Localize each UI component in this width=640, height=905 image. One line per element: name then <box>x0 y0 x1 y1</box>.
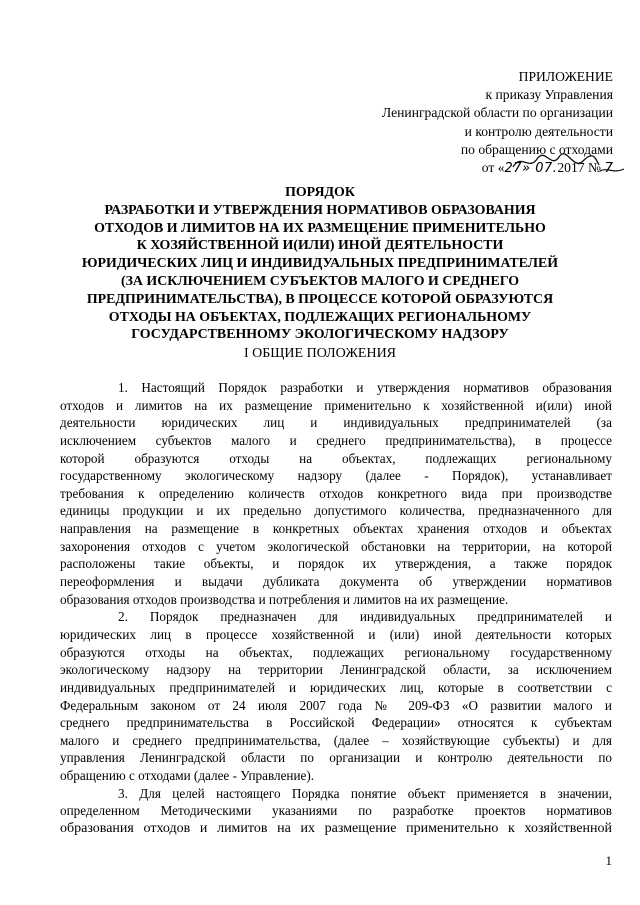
body-line: расположены такие объекты, и порядок их утверждения, а также порядок <box>60 556 612 572</box>
body-line: юридических лиц в процессе хозяйственной и (или) иной деятельности которых <box>60 626 612 642</box>
body-line: 2. Порядок предназначен для индивидуальных предпринимателей и <box>118 609 612 625</box>
title-line: ГОСУДАРСТВЕННОМУ ЭКОЛОГИЧЕСКОМУ НАДЗОРУ <box>131 327 509 343</box>
body-line: обращению с отходами (далее - Управление). <box>60 768 315 784</box>
body-line: направления на размещение в конкретных объектах хранения отходов и объектах <box>60 521 612 537</box>
body-line: малого и среднего предпринимательства, (далее – хозяйствующие субъекты) и для <box>60 732 612 748</box>
date-year: 2017 № <box>557 160 601 176</box>
title-line: РАЗРАБОТКИ И УТВЕРЖДЕНИЯ НОРМАТИВОВ ОБРАЗОВАНИЯ <box>104 202 536 218</box>
body-line: государственному экологическому надзору (далее - Порядок), устанавливает <box>60 468 612 484</box>
underline-stroke-icon <box>600 165 624 175</box>
body-line: которой образуются отходы на объектах, подлежащих региональному <box>60 450 612 466</box>
appendix-date-line <box>233 159 613 178</box>
body-line: среднего предпринимательства в Российской Федерации» относятся к субъектам <box>60 715 612 731</box>
order-number-handwritten <box>604 159 613 177</box>
section-heading: I ОБЩИЕ ПОЛОЖЕНИЯ <box>243 346 397 361</box>
body-line: экологическому надзору на территории Ленинградской области, за исключением <box>60 662 612 678</box>
appendix-header <box>233 68 613 178</box>
body-line: требования к определению количеств отходов конкретного вида при производстве <box>60 485 612 501</box>
appendix-title: ПРИЛОЖЕНИЕ <box>518 69 613 84</box>
handwritten-date-text: 27» 07. <box>504 161 558 177</box>
title-line: (ЗА ИСКЛЮЧЕНИЕМ СУБЪЕКТОВ МАЛОГО И СРЕДНЕГО <box>120 273 520 289</box>
title-line: ПРЕДПРИНИМАТЕЛЬСТВА), В ПРОЦЕССЕ КОТОРОЙ ОБРАЗУЮТСЯ <box>86 291 554 307</box>
title-line: ЮРИДИЧЕСКИХ ЛИЦ И ИНДИВИДУАЛЬНЫХ ПРЕДПРИНИМАТЕЛЕЙ <box>81 256 559 272</box>
body-line: отходов и лимитов на их размещение применительно к хозяйственной и(или) иной <box>60 397 612 413</box>
body-line: исключением субъектов малого и среднего предпринимательства), в процессе <box>60 432 612 448</box>
body-line: захоронения отходов с учетом экологической обстановки на территории, на которой <box>60 538 612 554</box>
order-number: 7 <box>604 160 613 177</box>
title-line: ОТХОДОВ И ЛИМИТОВ НА ИХ РАЗМЕЩЕНИЕ ПРИМЕНИТЕЛЬНО <box>94 220 546 236</box>
body-line: образования отходов производства и потребления и лимитов на их размещение. <box>60 591 509 607</box>
appendix-line-waste: по обращению с отходами <box>460 141 613 157</box>
page-number: 1 <box>605 853 612 868</box>
appendix-line-control: и контролю деятельности <box>464 123 613 139</box>
title-line: ОТХОДЫ НА ОБЪЕКТАХ, ПОДЛЕЖАЩИХ РЕГИОНАЛЬНОМУ <box>108 309 532 325</box>
body-line: индивидуальных предпринимателей и юридических лиц, которые в соответствии с <box>60 679 612 695</box>
handwritten-date <box>505 159 558 178</box>
body-line: единицы продукции и их предельно допустимого количества, предназначенного для <box>60 503 612 519</box>
body-text <box>60 379 612 838</box>
body-line: образуются отходы на объектах, подлежащих региональному государственному <box>60 644 612 660</box>
body-line: 3. Для целей настоящего Порядка понятие объект применяется в значении, <box>118 785 612 801</box>
body-line: деятельности юридических лиц и индивидуальных предпринимателей (за <box>60 415 612 431</box>
body-line: Федеральным законом от 24 июля 2007 года № 209-ФЗ «О развитии малого и <box>60 697 612 713</box>
date-prefix: от « <box>481 160 505 176</box>
appendix-line-authority: Ленинградской области по организации <box>381 105 613 121</box>
body-line: 1. Настоящий Порядок разработки и утверждения нормативов образования <box>118 380 612 395</box>
body-line: переоформления и выдачи дубликата документа об утверждении нормативов <box>60 574 612 590</box>
title-line: ПОРЯДОК <box>285 185 355 200</box>
document-title <box>70 184 570 344</box>
appendix-line-order: к приказу Управления <box>485 87 613 103</box>
body-line: управления Ленинградской области по организации и контролю деятельности по <box>60 750 612 766</box>
body-line: определенном Методическими указаниями по разработке проектов нормативов <box>60 803 612 819</box>
body-line: образования отходов и лимитов на их размещение применительно к хозяйственной <box>60 821 612 837</box>
title-line: К ХОЗЯЙСТВЕННОЙ И(ИЛИ) ИНОЙ ДЕЯТЕЛЬНОСТИ <box>136 238 504 254</box>
